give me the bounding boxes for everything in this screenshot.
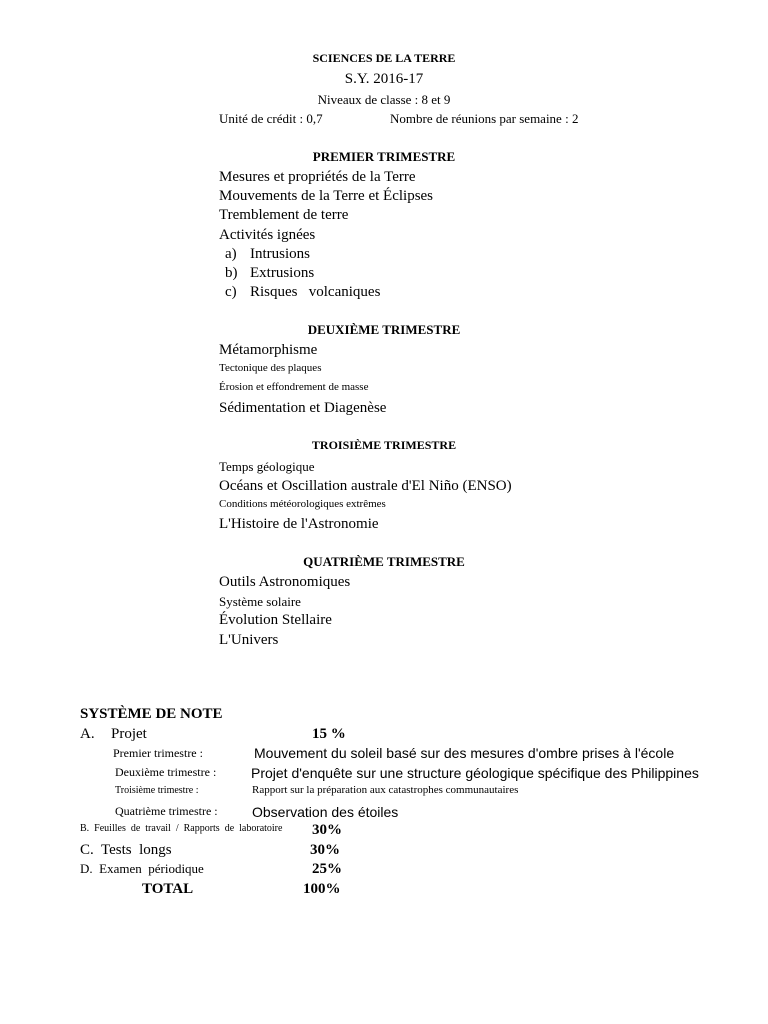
credit-unit: Unité de crédit : 0,7 [219,111,323,126]
school-year: S.Y. 2016-17 [344,71,424,87]
q1-topic: Tremblement de terre [219,207,349,223]
project-description: Rapport sur la préparation aux catastrophes communautaires [252,784,519,796]
grading-b-percent: 30% [312,822,342,838]
grading-c-percent: 30% [310,842,340,858]
q4-topic: Évolution Stellaire [219,612,332,628]
total-label: TOTAL [142,881,194,897]
q4-topic: Outils Astronomiques [219,574,351,590]
q2-topic: Métamorphisme [219,342,318,358]
project-term: Premier trimestre : [113,746,203,760]
grading-d-text: D. Examen périodique [80,861,204,876]
q1-subitem: Extrusions [250,265,315,281]
q3-topic: Temps géologique [219,459,315,474]
q1-heading: PREMIER TRIMESTRE [312,149,456,164]
q1-subitem-letter: b) [225,265,238,281]
q1-subitem: Risques volcaniques [250,284,381,300]
project-description: Observation des étoiles [252,804,399,820]
q2-topic: Tectonique des plaques [219,362,322,374]
grading-a-label: A. [80,726,95,742]
q4-topic: L'Univers [219,632,279,648]
q3-topic: L'Histoire de l'Astronomie [219,516,379,532]
q1-subitem: Intrusions [250,246,310,262]
total-percent: 100% [303,881,341,897]
q3-topic: Conditions météorologiques extrêmes [219,498,386,510]
grading-d-percent: 25% [312,861,342,877]
grade-levels: Niveaux de classe : 8 et 9 [317,92,451,107]
q1-topic: Mouvements de la Terre et Éclipses [219,188,434,204]
meetings-per-week: Nombre de réunions par semaine : 2 [390,111,579,126]
q2-topic: Sédimentation et Diagenèse [219,400,387,416]
project-term: Quatrième trimestre : [115,804,218,818]
project-description: Projet d'enquête sur une structure géologique spécifique des Philippines [251,765,699,781]
q2-heading: DEUXIÈME TRIMESTRE [307,322,461,337]
grading-a-name: Projet [111,726,147,742]
q3-heading: TROISIÈME TRIMESTRE [311,438,457,452]
q2-topic: Érosion et effondrement de masse [219,381,369,393]
project-term: Troisième trimestre : [115,785,199,796]
q3-topic: Océans et Oscillation australe d'El Niño (ENSO) [219,478,512,494]
grading-b-text: B. Feuilles de travail / Rapports de laboratoire [80,823,283,834]
grading-heading: SYSTÈME DE NOTE [80,706,223,722]
grading-a-percent: 15 % [312,726,346,742]
q1-topic: Mesures et propriétés de la Terre [219,169,416,185]
grading-c-text: C. Tests longs [80,842,172,858]
q1-subitem-letter: c) [225,284,237,300]
q1-topic: Activités ignées [219,227,316,243]
q4-heading: QUATRIÈME TRIMESTRE [303,554,465,569]
project-term: Deuxième trimestre : [115,765,217,779]
project-description: Mouvement du soleil basé sur des mesures d'ombre prises à l'école [254,745,675,761]
document-title: SCIENCES DE LA TERRE [312,51,456,65]
q1-subitem-letter: a) [225,246,237,262]
q4-topic: Système solaire [219,594,301,609]
